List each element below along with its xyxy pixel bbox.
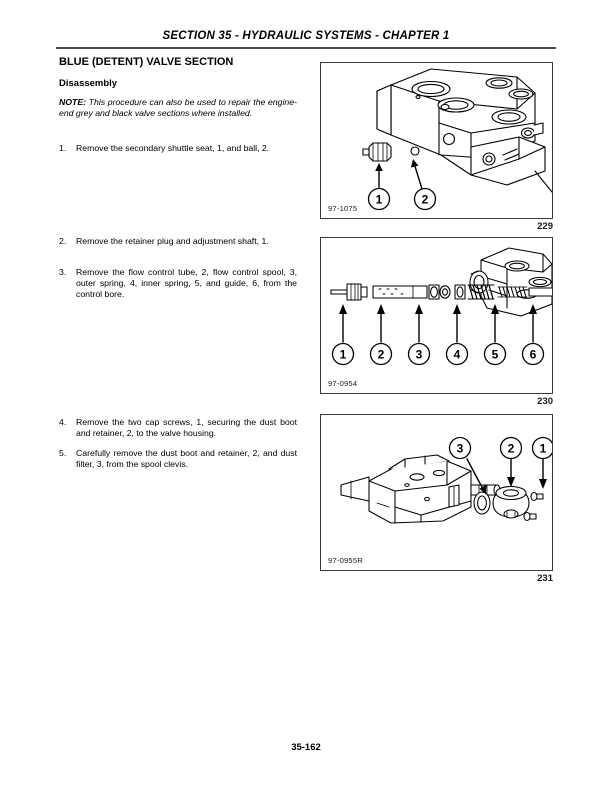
valve-body-line-art: [321, 63, 552, 218]
figure-callout-1: 1: [339, 347, 347, 362]
figure-id-label: 97-0955R: [328, 556, 363, 565]
step-text: Carefully remove the dust boot and retainer, 2, and dust filter, 3, from the spool clevis.: [76, 448, 297, 469]
figure-number: 229: [537, 221, 553, 232]
figure-callout-6: 6: [529, 347, 537, 362]
page-footer-number: 35-162: [291, 742, 321, 753]
figure-panel-230: [320, 237, 553, 394]
figure-id-label: 97-1075: [328, 204, 358, 213]
running-header-title: SECTION 35 - HYDRAULIC SYSTEMS - CHAPTER 1: [162, 30, 450, 42]
step-item: [59, 448, 297, 470]
step-text: Remove the two cap screws, 1, securing the dust boot and retainer, 2, to the valve housing.: [76, 417, 297, 438]
figure-callout-2: 2: [421, 192, 429, 207]
figure-callout-3: 3: [456, 441, 464, 456]
figure-callout-4: 4: [453, 347, 461, 362]
note-text: This procedure can also be used to repair the engine-end grey and black valve sections where installed.: [59, 97, 297, 118]
figure-callout-5: 5: [491, 347, 499, 362]
step-number: 4.: [59, 417, 67, 427]
dust-boot-line-art: [321, 415, 552, 570]
subsection-title: Disassembly: [59, 78, 118, 89]
step-text: Remove the retainer plug and adjustment shaft, 1.: [76, 236, 269, 246]
figure-callout-1: 1: [539, 441, 547, 456]
figure-number: 231: [537, 573, 553, 584]
spool-assembly-line-art: [321, 238, 552, 393]
figure-illustration: [321, 63, 552, 218]
figure-callout-2: 2: [507, 441, 515, 456]
text-column: [59, 56, 297, 118]
header-rule: [56, 47, 556, 49]
figure-callout-2: 2: [377, 347, 385, 362]
step-number: 2.: [59, 236, 67, 246]
step-number: 5.: [59, 448, 67, 458]
figure-illustration: [321, 415, 552, 570]
step-item: [59, 236, 297, 247]
figure-number: 230: [537, 396, 553, 407]
step-number: 1.: [59, 143, 67, 153]
figure-callout-3: 3: [415, 347, 423, 362]
figure-panel-229: [320, 62, 553, 219]
step-text: Remove the flow control tube, 2, flow control spool, 3, outer spring, 4, inner spring, 5, and guide, 6, from the control bore.: [76, 267, 297, 299]
step-item: [59, 417, 297, 439]
figure-id-label: 97-0954: [328, 379, 358, 388]
figure-illustration: [321, 238, 552, 393]
step-text: Remove the secondary shuttle seat, 1, and ball, 2.: [76, 143, 270, 153]
page-title: BLUE (DETENT) VALVE SECTION: [59, 56, 234, 68]
figure-callout-1: 1: [375, 192, 383, 207]
note-label: NOTE:: [59, 97, 87, 107]
figure-panel-231: [320, 414, 553, 571]
step-item: [59, 267, 297, 300]
note-paragraph: [59, 97, 297, 118]
step-item: [59, 143, 297, 154]
step-number: 3.: [59, 267, 67, 277]
